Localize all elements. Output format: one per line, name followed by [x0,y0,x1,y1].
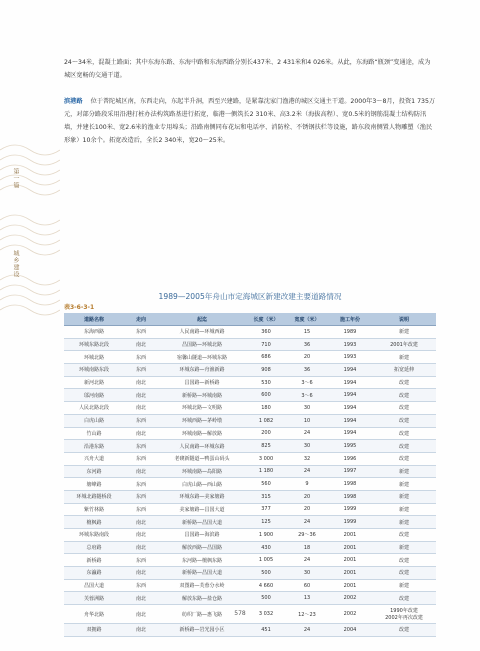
cell-width: 3～6 [286,389,328,402]
cell-direction: 南北 [124,592,158,605]
cell-width: 30 [286,567,328,580]
cell-year: 1995 [328,440,372,453]
cell-start-end: 东河路—檀枫东路 [158,554,246,567]
cell-year: 2001 [328,554,372,567]
cell-width: 20 [286,490,328,503]
cell-length: 315 [246,490,286,503]
cell-road-name: 新河北路 [64,376,124,389]
cell-note: 拓宽延伸 [372,364,436,377]
table-row [64,402,436,415]
cell-year: 1994 [328,389,372,402]
cell-year: 1999 [328,516,372,529]
paragraph-donghai-road: 24～34米，混凝土路面；其中东海东路、东海中路和东海西路分别长437米、2 431米和4 026米。从此，东海路“瓶颈”变通途，成为城区宽畅的交通干道。 [64,59,431,79]
cell-width: 36 [286,364,328,377]
cell-year: 1993 [328,338,372,351]
cell-note: 改建 [372,376,436,389]
cell-note: 改建 [372,389,436,402]
cell-length: 686 [246,351,286,364]
cell-width: 36 [286,338,328,351]
cell-direction: 东西 [124,326,158,339]
cell-width: 30 [286,402,328,415]
cell-length: 360 [246,326,286,339]
paragraph-bingang-road [64,95,436,147]
cell-road-name: 东河路 [64,465,124,478]
table-row [64,529,436,542]
cell-road-name: 檀枫路 [64,516,124,529]
cell-start-end: 老碶新隧道—鸭蛋山码头 [158,452,246,465]
cell-start-end: 环城东路—美家塘路 [158,490,246,503]
cell-width: 60 [286,579,328,592]
cell-year: 1997 [328,465,372,478]
cell-width: 24 [286,427,328,440]
cell-road-name: 白虎山路 [64,414,124,427]
cell-note: 改建 [372,554,436,567]
table-row [64,478,436,491]
cell-direction: 东西 [124,351,158,364]
cell-note: 新建 [372,465,436,478]
cell-note: 改建 [372,402,436,415]
cell-year: 2004 [328,624,372,637]
cell-road-name: 东瀛路 [64,567,124,580]
cell-length: 825 [246,440,286,453]
cell-note: 新建 [372,490,436,503]
cell-start-end: 环城南路—岛阳路 [158,465,246,478]
header-direction: 走向 [124,313,158,326]
table-row [64,427,436,440]
cell-year: 1999 [328,503,372,516]
cell-width: 24 [286,554,328,567]
table-row [64,541,436,554]
cell-start-end: 人民南路—环城东路 [158,440,246,453]
cell-width: 32 [286,452,328,465]
cell-year: 2001 [328,567,372,580]
cell-start-end: 解放西路—昌国路 [158,541,246,554]
cell-direction: 南北 [124,516,158,529]
table-row [64,414,436,427]
cell-road-name: 总府路 [64,541,124,554]
cell-direction: 东西 [124,554,158,567]
cell-direction: 南北 [124,529,158,542]
cell-start-end: 解放东路—盐仓路 [158,592,246,605]
cell-start-end: 昌国路—新桥路 [158,376,246,389]
cell-road-name: 邬河南路 [64,389,124,402]
table-row [64,364,436,377]
table-header-row [64,313,436,326]
cell-year: 1994 [328,414,372,427]
cell-length: 710 [246,338,286,351]
table-row [64,624,436,637]
cell-year: 2002 [328,605,372,624]
table-row [64,440,436,453]
cell-year: 1998 [328,490,372,503]
cell-length: 125 [246,516,286,529]
cell-direction: 南北 [124,465,158,478]
cell-note: 2001年改建 [372,338,436,351]
paragraph-title: 滨港路 [64,98,83,105]
cell-direction: 东西 [124,579,158,592]
cell-direction: 南北 [124,541,158,554]
cell-year: 1994 [328,427,372,440]
cell-width: 12～23 [286,605,328,624]
cell-note: 新建 [372,503,436,516]
cell-width: 24 [286,624,328,637]
cell-direction: 南北 [124,605,158,624]
cell-length: 1 005 [246,554,286,567]
roads-table [64,313,436,637]
cell-road-name: 环城东路北段 [64,338,124,351]
cell-length: 1 180 [246,465,286,478]
cell-note: 改建 [372,567,436,580]
cell-start-end: 纺织厂路—惠飞路 [158,605,246,624]
cell-note: 改建 [372,427,436,440]
cell-note: 改建 [372,529,436,542]
table-row [64,503,436,516]
cell-length: 500 [246,567,286,580]
cell-length: 451 [246,624,286,637]
cell-year: 2001 [328,579,372,592]
cell-start-end: 新桥路—昌国大道 [158,567,246,580]
cell-road-name: 舟华北路 [64,605,124,624]
cell-length: 430 [246,541,286,554]
cell-width: 24 [286,516,328,529]
page-number: 578 [234,610,246,617]
cell-direction: 东西 [124,440,158,453]
cell-direction: 南北 [124,389,158,402]
cell-note: 改建 [372,592,436,605]
cell-width: 20 [286,351,328,364]
cell-width: 29～36 [286,529,328,542]
cell-length: 3 032 [246,605,286,624]
cell-start-end: 人民南路—环城西路 [158,326,246,339]
cell-length: 3 000 [246,452,286,465]
cell-start-end: 环城东路—舟渔新路 [158,364,246,377]
table-title: 1989—2005年舟山市定海城区新建改建主要道路情况 [158,292,342,301]
cell-note: 新建 [372,516,436,529]
cell-road-name: 环城南路东段 [64,364,124,377]
cell-year: 1993 [328,351,372,364]
cell-width: 13 [286,592,328,605]
cell-road-name: 竹山路 [64,427,124,440]
table-row [64,567,436,580]
cell-year: 1994 [328,364,372,377]
paragraph-body: 位于普陀城区南，东西走向，东起半升洞，西至兴建路，是紧靠沈家门渔港的城区交通主干道。2000年3～8月，投资1 735万元，对部分路段采用沿港打桩办法构筑路基进行拓宽，临港一侧筑长2 310米、高3.2米（海拔高程）、宽0.5米的钢筋混凝土结构防汛墙，并建长100米、宽2.6米的渔业专用埠头；沿路南侧同布花坛和电话亭、消防栓、不锈钢扶栏等设施，路东段南侧置人物雕塑（渔民形象）10余个。拓宽改造后，全长2 340米，宽20～25米。 [64,98,436,144]
cell-direction: 东西 [124,490,158,503]
cell-year: 2002 [328,592,372,605]
cell-direction: 东西 [124,414,158,427]
cell-width: 30 [286,440,328,453]
cell-year: 1994 [328,376,372,389]
cell-start-end: 宿馨山隧道—环城东路 [158,351,246,364]
side-chapter-label: 第一篇 [12,168,19,189]
cell-width: 10 [286,414,328,427]
cell-direction: 南北 [124,567,158,580]
cell-road-name: 紫竹林路 [64,503,124,516]
cell-year: 1994 [328,402,372,415]
cell-note: 新建 [372,326,436,339]
cell-road-name: 人民北路北段 [64,402,124,415]
cell-length: 4 660 [246,579,286,592]
cell-start-end: 新桥路—岩光园小区 [158,624,246,637]
cell-start-end: 新桥路—昌国大道 [158,516,246,529]
cell-road-name: 环城东路南段 [64,529,124,542]
cell-road-name: 芙蓉洲路 [64,592,124,605]
cell-width: 9 [286,478,328,491]
cell-width: 3～6 [286,376,328,389]
cell-start-end: 新桥路—环城南路 [158,389,246,402]
cell-start-end: 昌国路—环城北路 [158,338,246,351]
cell-note: 改建 [372,440,436,453]
cell-year: 2001 [328,529,372,542]
cell-width: 18 [286,541,328,554]
cell-direction: 南北 [124,427,158,440]
cell-length: 600 [246,389,286,402]
table-row [64,516,436,529]
table-row [64,592,436,605]
cell-start-end: 美家塘路—昌国大道 [158,503,246,516]
table-row [64,452,436,465]
cell-start-end: 环城西路—茅岭墩 [158,414,246,427]
cell-length: 530 [246,376,286,389]
cell-note: 新建 [372,579,436,592]
header-year: 施工年份 [328,313,372,326]
cell-direction: 南北 [124,402,158,415]
table-row [64,554,436,567]
cell-start-end: 白虎山路—西山路 [158,478,246,491]
cell-length: 560 [246,478,286,491]
cell-road-name: 沿港东路 [64,440,124,453]
cell-road-name: 兴舟大道 [64,452,124,465]
cell-note: 1990年改建 2002年再次改建 [372,605,436,624]
cell-road-name: 塘峰路 [64,478,124,491]
cell-note: 新建 [372,351,436,364]
cell-length: 1 082 [246,414,286,427]
cell-direction: 东西 [124,364,158,377]
header-road-name: 道路名称 [64,313,124,326]
table-row [64,490,436,503]
cell-road-name: 新桥路 [64,554,124,567]
cell-year: 1996 [328,452,372,465]
cell-direction: 东西 [124,503,158,516]
cell-start-end: 环城北路—文明路 [158,402,246,415]
table-row [64,326,436,339]
table-row [64,338,436,351]
table-code: 表3-6-3-1 [64,304,95,311]
cell-road-name: 东海西路 [64,326,124,339]
table-row [64,465,436,478]
cell-length: 377 [246,503,286,516]
cell-width: 15 [286,326,328,339]
cell-start-end: 昌国路—海滨路 [158,529,246,542]
cell-note: 新建 [372,541,436,554]
cell-length: 500 [246,592,286,605]
header-length: 长度（米） [246,313,286,326]
cell-length: 1 900 [246,529,286,542]
cell-direction: 东西 [124,478,158,491]
cell-note: 新建 [372,478,436,491]
cell-start-end: 双图路—芙蓉分水岭 [158,579,246,592]
cell-direction: 南北 [124,376,158,389]
cell-year: 2001 [328,541,372,554]
cell-road-name: 双拥路 [64,624,124,637]
cell-direction: 南北 [124,624,158,637]
cell-year: 1998 [328,478,372,491]
cell-road-name: 环城北路 [64,351,124,364]
cell-note: 改建 [372,414,436,427]
table-row [64,389,436,402]
cell-length: 200 [246,427,286,440]
cell-note: 改建 [372,452,436,465]
cell-road-name: 昌国大道 [64,579,124,592]
cell-length: 908 [246,364,286,377]
cell-year: 1989 [328,326,372,339]
cell-width: 24 [286,465,328,478]
cell-direction: 东西 [124,452,158,465]
cell-width: 20 [286,503,328,516]
table-row [64,351,436,364]
side-section-label: 城乡建设 [12,250,19,278]
cell-note: 改建 [372,624,436,637]
header-note: 说明 [372,313,436,326]
table-row [64,376,436,389]
cell-length: 180 [246,402,286,415]
cell-road-name: 环城北路隧桥段 [64,490,124,503]
cell-start-end: 环城南路—解放路 [158,427,246,440]
header-start-end: 起迄 [158,313,246,326]
table-body [64,326,436,637]
header-width: 宽度（米） [286,313,328,326]
decorative-wave-pattern [0,130,60,350]
table-row [64,579,436,592]
cell-direction: 南北 [124,338,158,351]
